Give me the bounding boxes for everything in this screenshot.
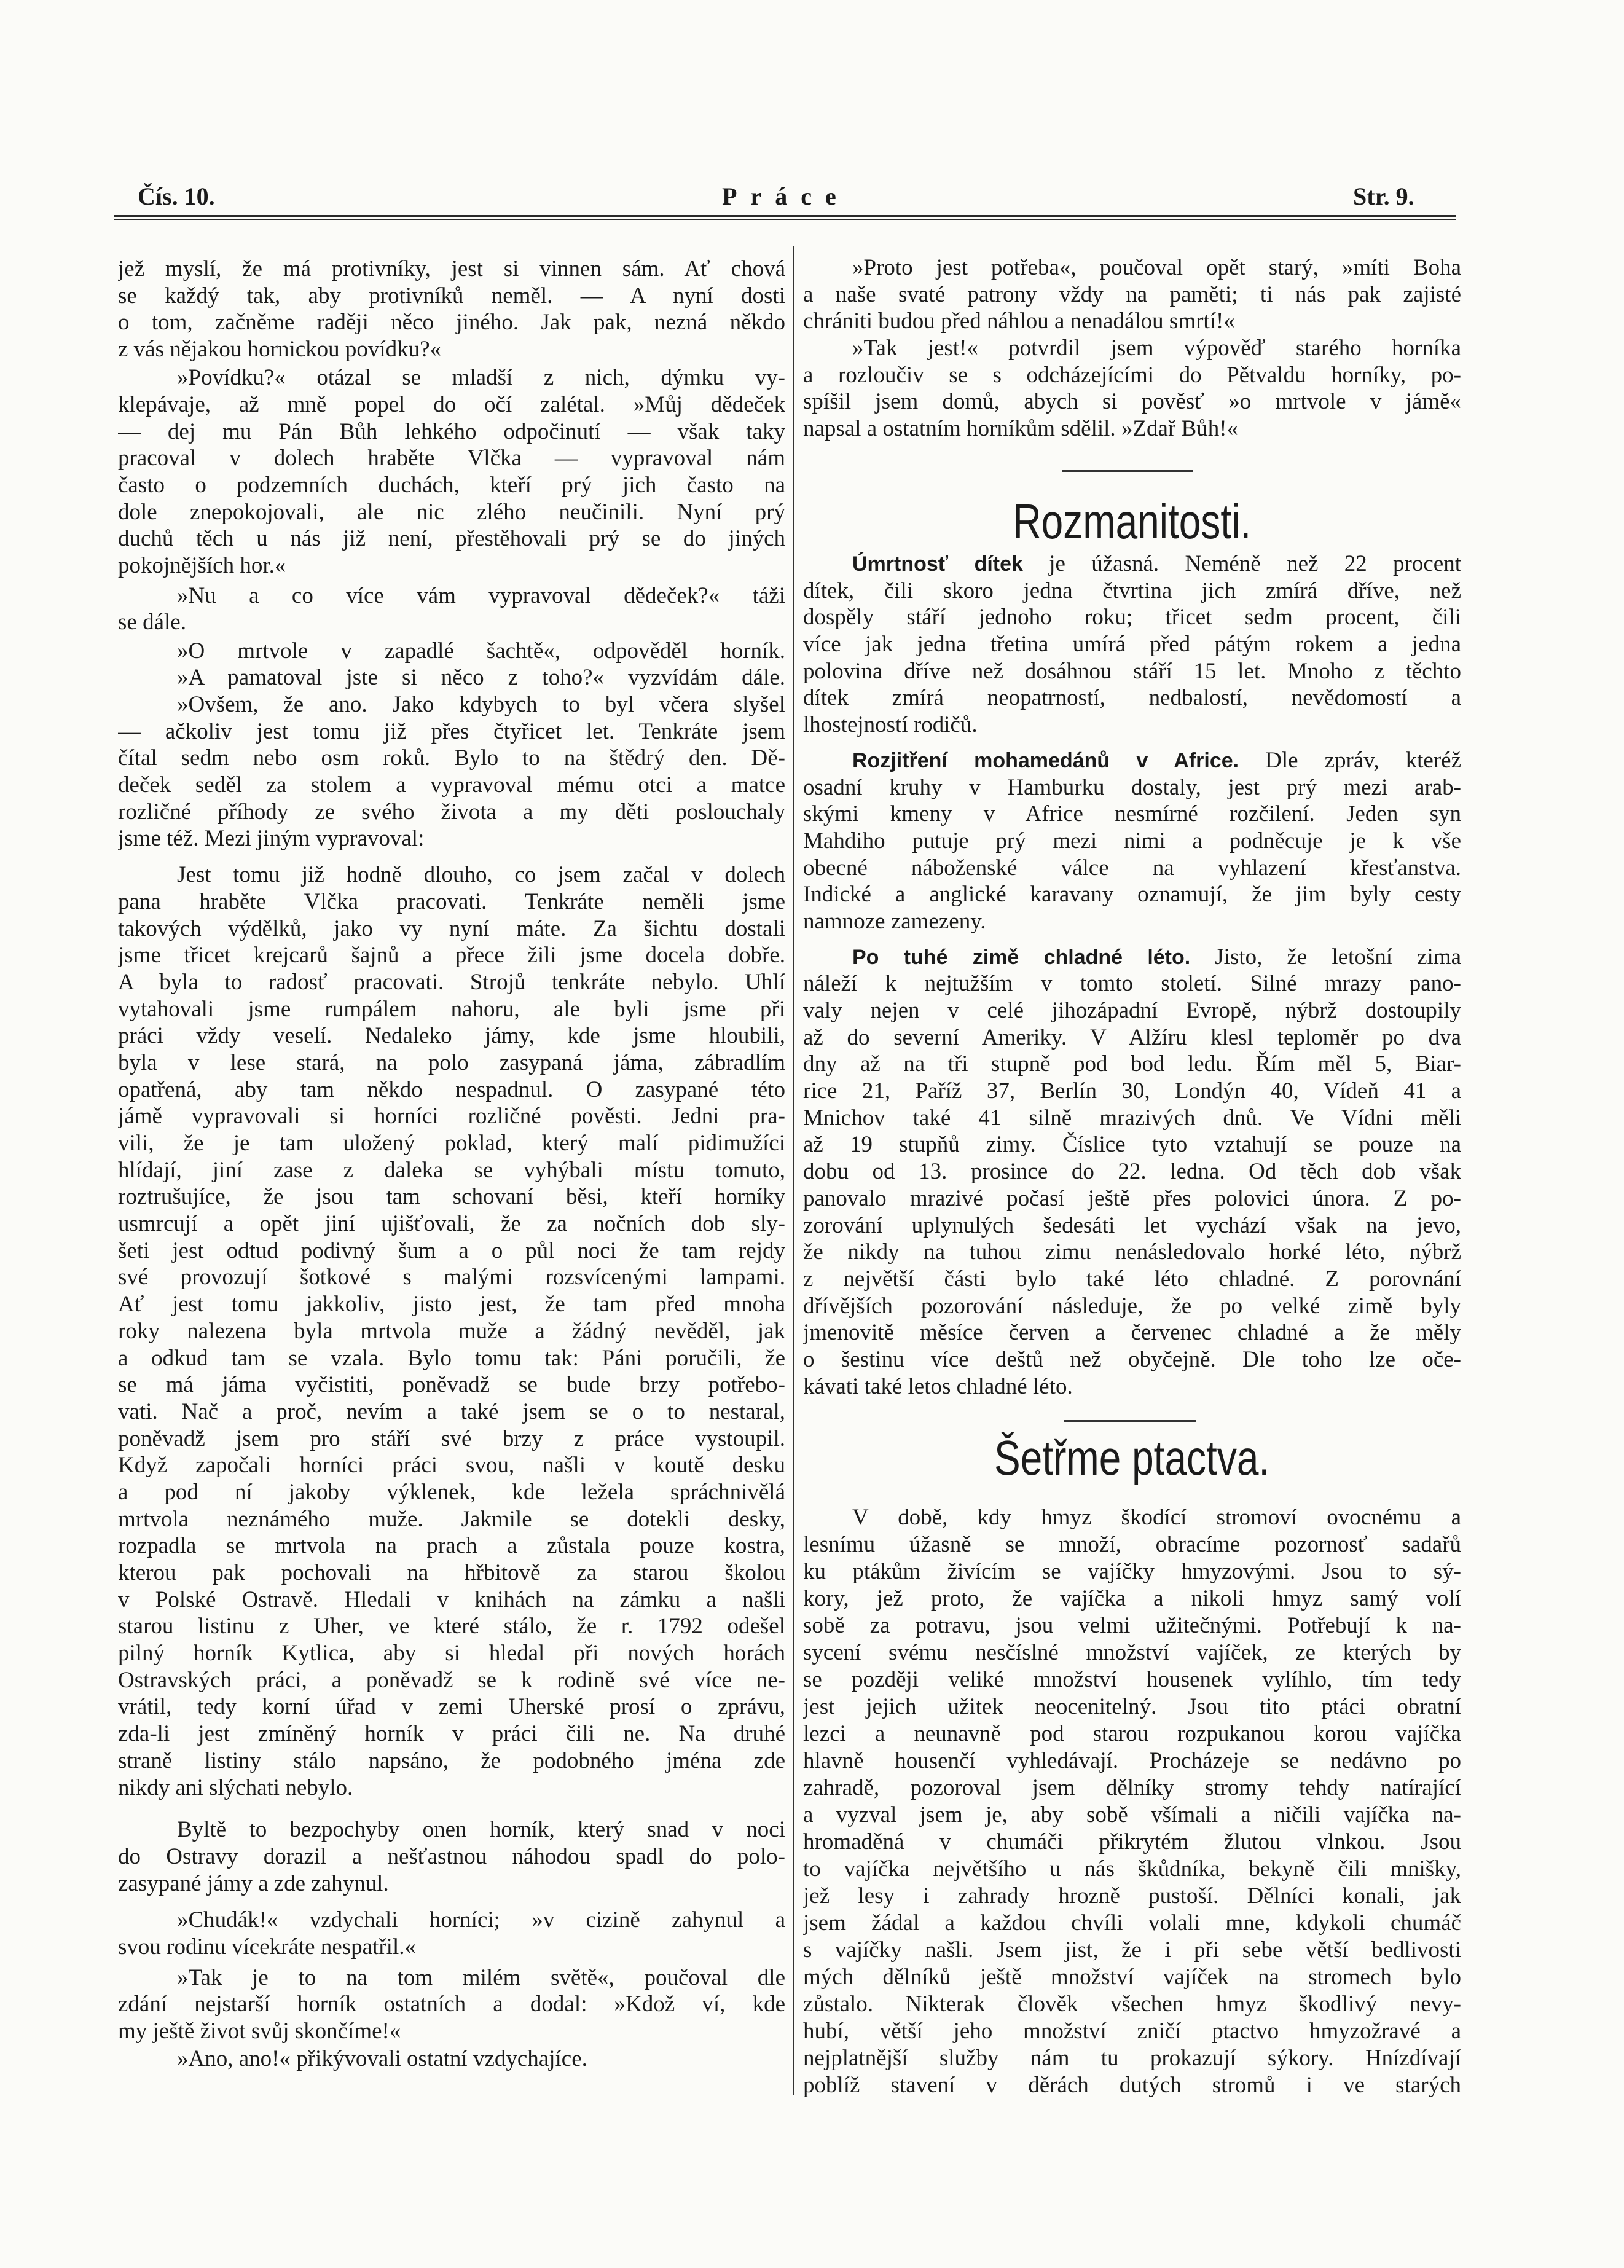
text-line: [803, 1910, 1461, 1937]
line-text: polovina dříve než dosáhnou stáří 15 let. Mnoho z těchto: [803, 658, 1461, 684]
line-text: Jest tomu již hodně dlouho, co jsem začal v dolech: [177, 862, 785, 888]
line-text: pokojnějších hor.«: [118, 553, 286, 579]
text-line: [118, 1130, 785, 1157]
newspaper-title: Práce: [722, 182, 850, 210]
line-text: panovalo mrazivé počasí ještě přes polovici února. Z po-: [803, 1185, 1461, 1211]
line-text: mrtvola neznámého muže. Jakmile se dotekli desky,: [118, 1506, 785, 1532]
text-line: [118, 1452, 785, 1479]
line-text: Dle zpráv, kteréž: [1239, 747, 1461, 773]
line-text: zorování uplynulých šedesáti let vychází však na jevo,: [803, 1212, 1461, 1238]
line-text: Jisto, že letošní zima: [1190, 944, 1461, 970]
line-text: Když započali horníci práci svou, našli v koutě desku: [118, 1453, 785, 1478]
text-line: [118, 309, 785, 336]
line-text: Byltě to bezpochyby onen horník, který snad v noci: [177, 1817, 785, 1843]
text-line: [118, 418, 785, 445]
line-text: »Tak je to na tom milém světě«, poučoval dle: [177, 1964, 785, 1990]
text-line: [803, 308, 1461, 335]
text-line: [803, 2045, 1461, 2072]
text-line: [118, 499, 785, 526]
line-text: se každý tak, aby protivníků neměl. — A nyní dosti: [118, 283, 785, 308]
line-text: opatřená, aby tam někdo nespadnul. O zasypané této: [118, 1077, 785, 1102]
line-text: duchů těch u nás již není, přestěhovali prý se do jiných: [118, 526, 785, 552]
line-text: napsal a ostatním horníkům sdělil. »Zdař Bůh!«: [803, 416, 1239, 442]
text-line: [803, 774, 1461, 801]
text-line: [803, 1504, 1461, 1531]
section-heading-rozmanitosti: [803, 494, 1461, 549]
text-line: [803, 1212, 1461, 1239]
line-text: my ještě život svůj skončíme!«: [118, 2019, 401, 2044]
line-text: »Povídku?« otázal se mladší z nich, dýmku vy-: [177, 365, 785, 391]
text-line: [118, 1345, 785, 1372]
line-text: spíšil jsem domů, abych si pověsť »o mrtvole v jámě«: [803, 389, 1461, 415]
text-line: [803, 1078, 1461, 1105]
text-line: [118, 745, 785, 772]
line-text: valy nejen v celé jihozápadní Evropě, nýbrž dostoupily: [803, 998, 1461, 1023]
line-text: se má jáma vyčistiti, poněvadž se bude brzy potřebo-: [118, 1372, 785, 1398]
text-line: [803, 1319, 1461, 1346]
line-text: Indické a anglické karavany oznamují, že jim byly cesty: [803, 882, 1461, 908]
line-text: z největší části bylo také léto chladné. Z porovnání: [803, 1266, 1461, 1292]
line-text: skými kmeny v Africe nesmírné rozčilení. Jeden syn: [803, 801, 1461, 827]
line-text: dítek, čili skoro jedna čtvrtina jich zmírá dříve, než: [803, 578, 1461, 603]
line-text: náleží k nejtužším v tomto století. Silné mrazy pano-: [803, 971, 1461, 997]
paragraph: [803, 551, 1461, 739]
paragraph: [118, 2046, 785, 2073]
line-text: práci vždy veselí. Nedaleko jámy, kde jsme hloubili,: [118, 1023, 785, 1049]
line-text: jež myslí, že má protivníky, jest si vinnen sám. Ať chová: [118, 256, 785, 281]
line-text: sobě za potravu, jsou velmi užitečnými. Potřebují k na-: [803, 1613, 1461, 1638]
line-text: mých dělníků ještě množství vajíček na stromech bylo: [803, 1964, 1461, 1990]
line-text: jsem žádal a každou chvíli volali mne, kdykoli chumáč: [803, 1910, 1461, 1936]
text-line: [118, 1183, 785, 1211]
text-line: [803, 1373, 1461, 1400]
paragraph: [118, 364, 785, 579]
line-text: hromaděná v chumáči přikrytém žlutou vlnkou. Jsou: [803, 1829, 1461, 1854]
line-text: svou rodinu vícekráte nespatřil.«: [118, 1934, 416, 1960]
line-text: s vajíčky našli. Jsem jist, že i při sebe větší bedlivosti: [803, 1937, 1461, 1963]
text-line: [803, 712, 1461, 739]
line-text: rozpadla se mrtvola na prach a zůstala pouze kostra,: [118, 1533, 785, 1559]
line-text: »Proto jest potřeba«, poučoval opět starý, »míti Boha: [852, 255, 1461, 280]
text-line: [803, 1748, 1461, 1775]
line-text: se dále.: [118, 610, 186, 635]
line-text: roky nalezena byla mrtvola muže a žádný nevěděl, jak: [118, 1318, 785, 1344]
line-text: zdání nejstarší horník ostatních a dodal: »Kdož ví, kde: [118, 1991, 785, 2017]
text-line: [803, 881, 1461, 908]
paragraph: [803, 747, 1461, 935]
text-line: [803, 1346, 1461, 1373]
text-line: [118, 2018, 785, 2045]
line-text: kory, jež proto, že vajíčka a nikoli hmyz samý volí: [803, 1586, 1461, 1611]
line-text: »Tak jest!« potvrdil jsem výpověď starého horníka: [852, 335, 1461, 361]
text-line: [118, 1640, 785, 1667]
text-line: [118, 1907, 785, 1934]
line-text: dny až na tři stupně pod bod ledu. Řím měl 5, Biar-: [803, 1051, 1461, 1077]
text-line: [118, 1775, 785, 1802]
line-text: lhostejností rodičů.: [803, 712, 978, 738]
line-text: vati. Nač a proč, nevím a také jsem se o to nestaral,: [118, 1399, 785, 1424]
paragraph: [803, 335, 1461, 442]
text-line: [803, 1558, 1461, 1585]
line-text: z vás nějakou hornickou povídku?«: [118, 337, 442, 363]
text-line: [803, 631, 1461, 658]
text-line: [118, 916, 785, 943]
paragraph: [118, 861, 785, 1801]
text-line: [803, 578, 1461, 605]
text-line: [803, 1775, 1461, 1802]
line-text: ku ptákům živícím se vajíčky hmyzovými. Jsou to sý-: [803, 1559, 1461, 1584]
text-line: [803, 944, 1461, 971]
text-line: [118, 525, 785, 552]
text-line: [118, 772, 785, 799]
text-line: [118, 364, 785, 391]
line-text: nikdy ani slýchati nebylo.: [118, 1775, 353, 1800]
text-line: [118, 1506, 785, 1533]
line-text: vili, že je tam uložený poklad, který malí pidimužíci: [118, 1131, 785, 1156]
text-line: [803, 604, 1461, 631]
text-line: [803, 1531, 1461, 1558]
line-text: rice 21, Paříž 37, Berlín 30, Londýn 40, Vídeň 41 a: [803, 1078, 1461, 1104]
line-text: Mnichov také 41 silně mrazivých dnů. Ve Vídni měli: [803, 1105, 1461, 1131]
section-separator: [1062, 470, 1193, 472]
line-text: Mahdiho putuje prý mezi nimi a podněcuje je k vše: [803, 828, 1461, 853]
text-line: [803, 1693, 1461, 1721]
line-text: poblíž stavení v děrách dutých stromů i ve starých: [803, 2073, 1461, 2098]
column-divider: [793, 246, 794, 2095]
line-text: — ačkoliv jest tomu již přes čtyřicet let. Tenkráte jsem: [118, 718, 785, 744]
text-line: [118, 1693, 785, 1721]
paragraph: [118, 256, 785, 363]
line-text: často o podzemních duchách, kteří prý jich často na: [118, 473, 785, 498]
line-text: dítek zmírá neopatrností, nedbalostí, nevědomostí a: [803, 685, 1461, 711]
heading-text: Rozmanitosti.: [1013, 494, 1252, 549]
item-lead-title: Úmrtnosť dítek: [852, 552, 1023, 576]
text-line: [803, 970, 1461, 997]
line-text: kávati také letos chladné léto.: [803, 1373, 1073, 1399]
text-line: [118, 1560, 785, 1587]
line-text: hlídají, jiní zase z daleka se vyhýbali místu tomuto,: [118, 1157, 785, 1183]
text-line: [803, 281, 1461, 308]
line-text: až 19 stupňů zimy. Číslice tyto vztahují se pouze na: [803, 1132, 1461, 1158]
line-text: namnoze zamezeny.: [803, 908, 986, 934]
line-text: jámě vypravovali si horníci rozličné pověsti. Jedni pra-: [118, 1104, 785, 1129]
story-conclusion: [803, 254, 1461, 442]
text-line: [118, 1318, 785, 1345]
text-line: [803, 362, 1461, 389]
line-text: hlavně housenčí vyhledávají. Procházeje se nedávno po: [803, 1748, 1461, 1773]
text-line: [118, 583, 785, 610]
text-line: [118, 1077, 785, 1104]
line-text: a vyzval jsem je, aby sobě všímali a ničili vajíčka na-: [803, 1802, 1461, 1827]
text-line: [803, 1612, 1461, 1639]
text-line: [803, 1883, 1461, 1910]
text-line: [118, 969, 785, 996]
line-text: klepávaje, až mně popel do očí zalétal. »Můj dědeček: [118, 391, 785, 417]
text-line: [118, 1870, 785, 1897]
line-text: v Polské Ostravě. Hledali v knihách na zámku a našli: [118, 1587, 785, 1612]
text-line: [118, 609, 785, 636]
line-text: »A pamatoval jste si něco z toho?« vyzvídám dále.: [177, 665, 785, 691]
text-line: [118, 256, 785, 283]
paragraph: [118, 1964, 785, 2045]
line-text: šeti jest odtud podivný šum a o půl noci že tam rejdy: [118, 1238, 785, 1263]
line-text: — dej mu Pán Bůh lehkého odpočinutí — však taky: [118, 418, 785, 444]
paragraph: [118, 583, 785, 636]
line-text: jest jejich užitek neocenitelný. Jsou tito ptáci obratní: [803, 1694, 1461, 1719]
line-text: dospěly stáří jednoho roku; třicet sedm procent, čili: [803, 605, 1461, 630]
line-text: roztrušujíce, že jsou tam schovaní běsi, kteří horníky: [118, 1184, 785, 1210]
text-line: [118, 1721, 785, 1748]
line-text: a pod ní jakoby výklenek, kde ležela spráchnivělá: [118, 1479, 785, 1505]
paragraph: [803, 944, 1461, 1400]
line-text: lezci a neunavně pod starou rozpukanou korou vajíčka: [803, 1721, 1461, 1746]
text-line: [803, 1239, 1461, 1266]
text-line: [803, 1158, 1461, 1185]
text-line: [803, 1639, 1461, 1666]
line-text: kterou pak pochovali na hřbitově za starou školou: [118, 1560, 785, 1585]
line-text: lesnímu úžasně se množí, obracíme pozornosť sadařů: [803, 1532, 1461, 1557]
text-line: [803, 2018, 1461, 2045]
text-line: [803, 1829, 1461, 1856]
line-text: že nikdy na tuhou zimu nenásledovalo horké léto, nýbrž: [803, 1239, 1461, 1265]
page-number: Str. 9.: [1353, 182, 1414, 210]
text-line: [803, 855, 1461, 882]
paragraph: [118, 638, 785, 665]
text-line: [803, 388, 1461, 415]
text-line: [118, 1426, 785, 1453]
text-line: [118, 1479, 785, 1506]
line-text: se později veliké množství housenek vylíhlo, tím tedy: [803, 1667, 1461, 1692]
text-line: [118, 336, 785, 363]
text-line: [803, 2072, 1461, 2099]
text-line: [803, 1051, 1461, 1078]
text-line: [803, 1802, 1461, 1829]
text-line: [803, 801, 1461, 828]
text-line: [118, 1667, 785, 1694]
line-text: o šestinu více deštů než obyčejně. Dle toho lze oče-: [803, 1346, 1461, 1372]
line-text: jsme též. Mezi jiným vypravoval:: [118, 826, 425, 852]
text-line: [118, 552, 785, 579]
text-line: [803, 1991, 1461, 2018]
text-line: [118, 861, 785, 889]
line-text: pracoval v dolech hraběte Vlčka — vypravoval nám: [118, 445, 785, 471]
line-text: V době, kdy hmyz škodící stromoví ovocnému a: [852, 1505, 1461, 1530]
text-line: [803, 1131, 1461, 1158]
line-text: dřívějších pozorování následuje, že po velké zimě byly: [803, 1293, 1461, 1319]
text-line: [118, 1103, 785, 1130]
line-text: dole znepokojovali, ale nic zlého neučinili. Nyní prý: [118, 499, 785, 525]
item-lead-title: Po tuhé zimě chladné léto.: [852, 945, 1191, 969]
text-line: [803, 1937, 1461, 1964]
line-text: o tom, začněme raději něco jiného. Jak pak, nezná někdo: [118, 310, 785, 335]
line-text: »Ovšem, že ano. Jako kdybych to byl včera slyšel: [177, 692, 785, 717]
line-text: hubí, větší jeho množství zničí ptactvo hmyzožravé a: [803, 2019, 1461, 2044]
line-text: »O mrtvole v zapadlé šachtě«, odpověděl horník.: [177, 638, 785, 664]
text-line: [118, 1238, 785, 1265]
line-text: straně listiny stálo napsáno, že podobného jména zde: [118, 1748, 785, 1773]
line-text: je úžasná. Neméně než 22 procent: [1022, 551, 1461, 576]
heading-text: Šetřme ptactva.: [994, 1430, 1270, 1485]
text-line: [803, 1024, 1461, 1051]
text-line: [118, 472, 785, 499]
text-line: [118, 1843, 785, 1870]
text-line: [118, 1211, 785, 1238]
text-line: [118, 691, 785, 718]
text-line: [118, 638, 785, 665]
line-text: A byla to radosť pracovati. Strojů tenkráte nebylo. Uhlí: [118, 969, 785, 995]
line-text: chrániti budou před náhlou a nenadálou smrtí!«: [803, 308, 1235, 334]
text-line: [118, 1291, 785, 1318]
line-text: až do severní Ameriky. V Alžíru klesl teploměr po dva: [803, 1024, 1461, 1050]
header-rule: [114, 215, 1456, 217]
line-text: starou listinu z Uher, ve které stálo, že r. 1792 odešel: [118, 1614, 785, 1639]
text-line: [803, 997, 1461, 1024]
line-text: zůstalo. Nikterak člověk všechen hmyz škodlivý nevy-: [803, 1991, 1461, 2017]
line-text: osadní kruhy v Hamburku dostaly, jest prý mezi arab-: [803, 774, 1461, 800]
paragraph: [803, 1504, 1461, 2099]
text-line: [803, 254, 1461, 281]
line-text: jsme třicet krejcarů šajnů a přece žili jsme docela dobře.: [118, 943, 785, 968]
line-text: zda-li jest zmíněný horník v práci čili ne. Na druhé: [118, 1721, 785, 1747]
line-text: sycení svému nesčíslné množství vajíček, ze kterých by: [803, 1640, 1461, 1665]
text-line: [118, 996, 785, 1023]
line-text: »Chudák!« vzdychali horníci; »v cizině zahynul a: [177, 1907, 785, 1933]
text-line: [118, 718, 785, 745]
line-text: Ostravských práci, a poněvadž se k rodině své více ne-: [118, 1667, 785, 1693]
line-text: poněvadž jsem pro stáří své brzy z práce vystoupil.: [118, 1426, 785, 1451]
text-line: [118, 1613, 785, 1640]
text-line: [803, 747, 1461, 774]
text-line: [803, 828, 1461, 855]
line-text: obecné náboženské válce na vyhlazení křesťanstva.: [803, 855, 1461, 881]
text-line: [118, 1371, 785, 1399]
line-text: zahradě, pozoroval jsem dělníky stromy tehdy natírající: [803, 1775, 1461, 1800]
text-line: [803, 1105, 1461, 1132]
line-text: Ať jest tomu jakkoliv, jisto jest, že tam před mnoha: [118, 1292, 785, 1317]
line-text: »Ano, ano!« přikývovali ostatní vzdychajíce.: [177, 2046, 587, 2071]
left-column-story: [118, 256, 785, 2072]
item-lead-title: Rozjitření mohamedánů v Africe.: [852, 748, 1239, 772]
text-line: [118, 1264, 785, 1291]
line-text: rozličné příhody ze svého života a my děti poslouchaly: [118, 799, 785, 825]
text-line: [803, 1585, 1461, 1612]
text-line: [118, 1399, 785, 1426]
text-line: [803, 1266, 1461, 1293]
paragraph: [118, 1816, 785, 1897]
text-line: [118, 889, 785, 916]
issue-number: Čís. 10.: [138, 182, 215, 210]
text-line: [803, 685, 1461, 712]
line-text: pana hraběte Vlčka pracovati. Tenkráte neměli jsme: [118, 889, 785, 914]
paragraph: [118, 691, 785, 852]
text-line: [118, 1587, 785, 1614]
text-line: [803, 415, 1461, 442]
text-line: [118, 1934, 785, 1961]
line-text: nejplatnější služby nám tu prokazují sýkory. Hnízdívají: [803, 2046, 1461, 2071]
text-line: [118, 1050, 785, 1077]
section-heading-setrme-ptactva: [803, 1430, 1461, 1486]
text-line: [803, 1185, 1461, 1212]
text-line: [803, 551, 1461, 578]
text-line: [118, 391, 785, 418]
text-line: [118, 445, 785, 472]
text-line: [118, 283, 785, 310]
line-text: čítal sedm nebo osm roků. Bylo to na štědrý den. Dě-: [118, 745, 785, 771]
line-text: jež lesy i zahrady hrozně pustoší. Dělníci konali, jak: [803, 1883, 1461, 1909]
text-line: [118, 1964, 785, 1991]
paragraph: [118, 664, 785, 691]
line-text: a naše svaté patrony vždy na paměti; ti nás pak zajisté: [803, 281, 1461, 307]
line-text: deček seděl za stolem a vypravoval mému otci a matce: [118, 772, 785, 798]
line-text: vytahovali jsme rumpálem nahoru, ale byli jsme při: [118, 996, 785, 1022]
text-line: [118, 1532, 785, 1560]
header-rule-thin: [114, 219, 1456, 220]
text-line: [118, 1748, 785, 1775]
text-line: [803, 1666, 1461, 1693]
text-line: [118, 2046, 785, 2073]
text-line: [118, 1991, 785, 2018]
text-line: [118, 1022, 785, 1050]
text-line: [118, 942, 785, 969]
line-text: pilný horník Kytlica, aby si hledal při nových horách: [118, 1641, 785, 1666]
line-text: byla v lese stará, na polo zasypaná jáma, zábradlím: [118, 1050, 785, 1075]
line-text: dobu od 13. prosince do 22. ledna. Od těch dob však: [803, 1159, 1461, 1185]
text-line: [803, 1964, 1461, 1991]
section-separator: [1064, 1420, 1196, 1422]
line-text: takových výdělků, jako vy nyní máte. Za šichtu dostali: [118, 916, 785, 941]
text-line: [803, 658, 1461, 685]
article-birds: [803, 1504, 1461, 2099]
text-line: [118, 1157, 785, 1184]
line-text: usmrcují a opět jiní ujišťovali, že za nočních dob sly-: [118, 1211, 785, 1237]
line-text: »Nu a co více vám vypravoval dědeček?« táži: [177, 583, 785, 608]
text-line: [118, 664, 785, 691]
text-line: [803, 908, 1461, 935]
line-text: více jak jedna třetina umírá před pátým rokem a jedna: [803, 632, 1461, 657]
line-text: do Ostravy dorazil a nešťastnou náhodou spadl do polo-: [118, 1843, 785, 1869]
line-text: zasypané jámy a zde zahynul.: [118, 1870, 389, 1896]
text-line: [803, 1293, 1461, 1320]
text-line: [803, 335, 1461, 362]
text-line: [803, 1856, 1461, 1883]
line-text: své provozují šotkové s malými rozsvícenými lampami.: [118, 1265, 785, 1290]
paragraph: [803, 254, 1461, 335]
text-line: [118, 825, 785, 852]
line-text: vrátil, tedy korní úřad v zemi Uherské prosí o zprávu,: [118, 1694, 785, 1720]
line-text: a rozloučiv se s odcházejícími do Pětvaldu horníky, po-: [803, 362, 1461, 388]
text-line: [803, 1721, 1461, 1748]
line-text: jmenovitě měsíce červen a červenec chladné a že měly: [803, 1320, 1461, 1346]
news-items: [803, 551, 1461, 1400]
text-line: [118, 799, 785, 826]
paragraph: [118, 1907, 785, 1960]
text-line: [118, 1816, 785, 1843]
line-text: to vajíčka největšího u nás škůdníka, bekyně čili mnišky,: [803, 1856, 1461, 1881]
line-text: a odkud tam se vzala. Bylo tomu tak: Páni poručili, že: [118, 1345, 785, 1371]
